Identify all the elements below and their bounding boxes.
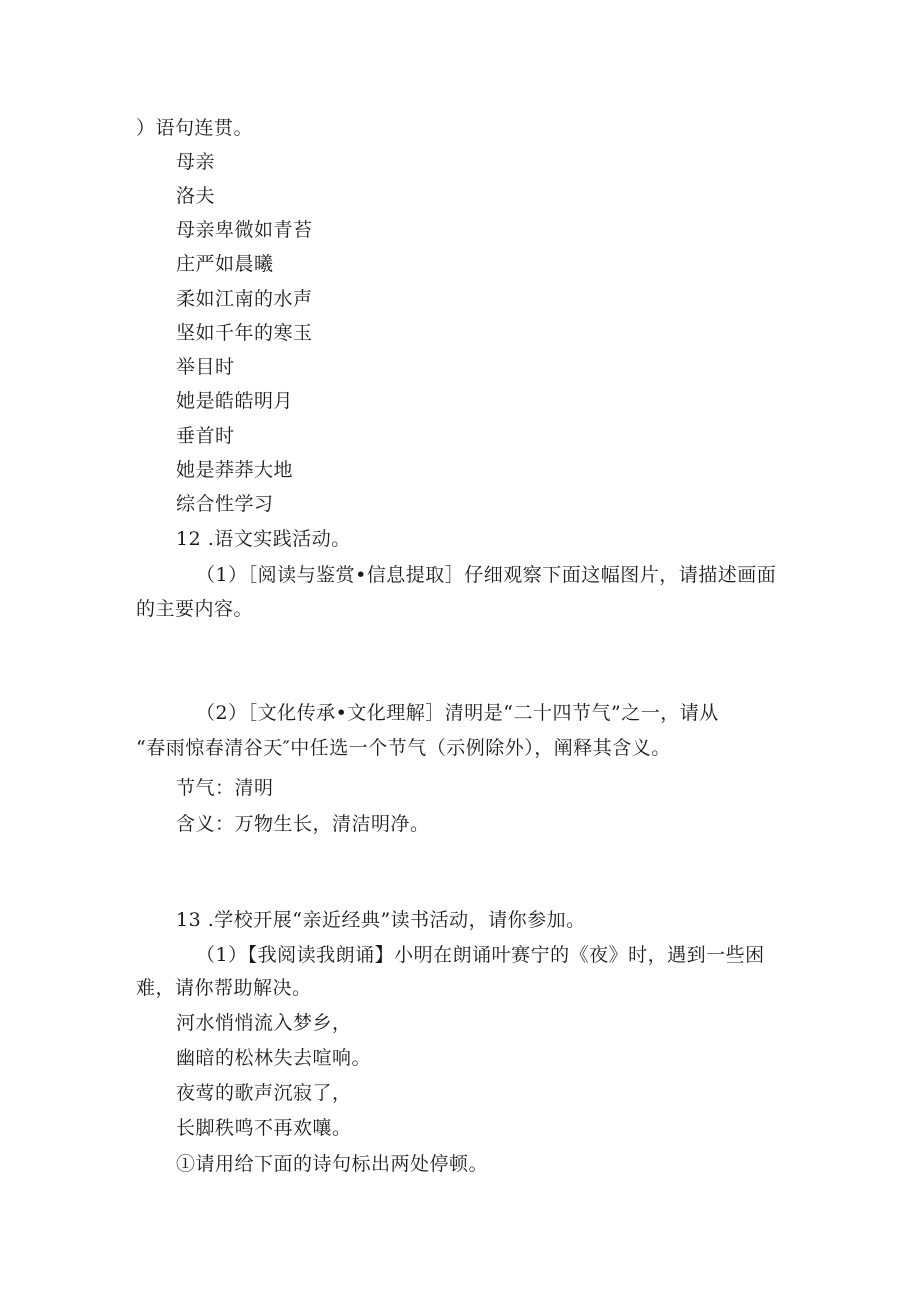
q12-title: 12 .语文实践活动。 <box>176 528 351 550</box>
q13-task: ①请用给下面的诗句标出两处停顿。 <box>176 1153 489 1175</box>
poem-author: 洛夫 <box>176 185 216 207</box>
q12-part2-line2: “春雨惊春清谷天″中任选一个节气（示例除外），阐释其含义。 <box>136 737 671 759</box>
q12-answer-meaning: 含义：万物生长，清洁明净。 <box>176 813 430 835</box>
q12-answer-term: 节气：清明 <box>176 777 274 799</box>
q13-poem-line: 夜莺的歌声沉寂了， <box>176 1082 352 1104</box>
q13-poem-line: 长脚秩鸣不再欢嚷。 <box>176 1117 352 1139</box>
q13-title: 13 .学校开展“亲近经典”读书活动，请你参加。 <box>176 909 586 931</box>
q13-poem-line: 河水悄悄流入梦乡， <box>176 1012 352 1034</box>
q13-part1-line2: 难，请你帮助解决。 <box>136 977 312 999</box>
poem-line: 庄严如晨曦 <box>176 253 274 275</box>
poem-line: 母亲卑微如青苔 <box>176 219 313 241</box>
q12-part1-line2: 的主要内容。 <box>136 598 254 620</box>
q13-part1-line1: （1）【我阅读我朗诵】小明在朗诵叶赛宁的《夜》时，遇到一些困 <box>196 944 765 966</box>
section-heading: 综合性学习 <box>176 493 274 515</box>
q13-poem-line: 幽暗的松林失去喧响。 <box>176 1047 372 1069</box>
poem-line: 垂首时 <box>176 425 235 447</box>
q12-part1-line1: （1）［阅读与鉴赏•信息提取］仔细观察下面这幅图片，请描述画面 <box>196 564 777 586</box>
intro-line: ）语句连贯。 <box>136 117 254 139</box>
poem-title: 母亲 <box>176 151 216 173</box>
poem-line: 柔如江南的水声 <box>176 288 313 310</box>
poem-line: 她是皓皓明月 <box>176 390 294 412</box>
q12-part2-line1: （2）［文化传承•文化理解］清明是“二十四节气”之一，请从 <box>196 702 719 724</box>
poem-line: 坚如千年的寒玉 <box>176 322 313 344</box>
poem-line: 举目时 <box>176 356 235 378</box>
poem-line: 她是莽莽大地 <box>176 459 294 481</box>
